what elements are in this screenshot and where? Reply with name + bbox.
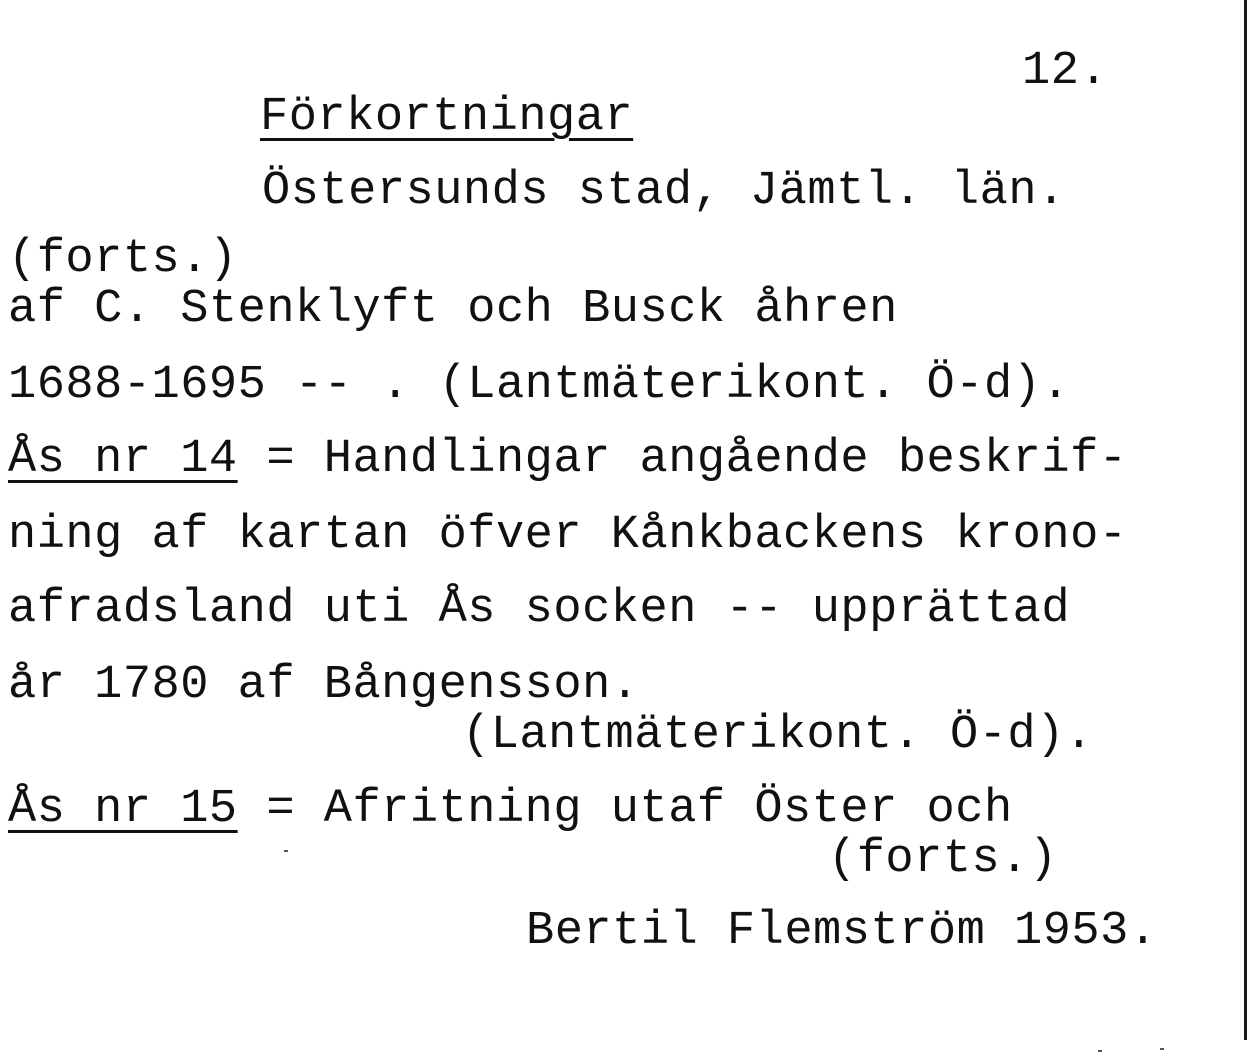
place-line: Östersunds stad, Jämtl. län. — [262, 165, 1066, 218]
text-line-1: af C. Stenklyft och Busck åhren — [8, 283, 898, 336]
entry-14-line-1 — [8, 433, 1128, 486]
entry-14-code: Ås nr 14 — [8, 433, 238, 486]
entry-14-line-4: år 1780 af Bångensson. — [8, 659, 640, 712]
entry-14-source: (Lantmäterikont. Ö-d). — [462, 709, 1094, 762]
scan-speck — [1160, 1048, 1164, 1050]
card-edge — [1244, 0, 1247, 1040]
text-line-2: 1688-1695 -- . (Lantmäterikont. Ö-d). — [8, 359, 1071, 412]
continued-bottom: (forts.) — [828, 833, 1058, 886]
scan-speck — [1098, 1050, 1102, 1052]
page-number: 12. — [1022, 45, 1109, 98]
entry-15-text: = Afritning utaf Öster och — [237, 783, 1013, 836]
heading: Förkortningar — [260, 91, 634, 144]
continued-top: (forts.) — [8, 233, 238, 286]
entry-14-line-2: ning af kartan öfver Kånkbackens krono- — [8, 509, 1128, 562]
scan-speck — [284, 850, 288, 852]
entry-15-line-1 — [8, 783, 1013, 836]
entry-14-text: = Handlingar angående beskrif- — [237, 433, 1128, 486]
entry-14-line-3: afradsland uti Ås socken -- upprättad — [8, 583, 1071, 636]
entry-15-code: Ås nr 15 — [8, 783, 238, 836]
signature: Bertil Flemström 1953. — [526, 905, 1158, 958]
